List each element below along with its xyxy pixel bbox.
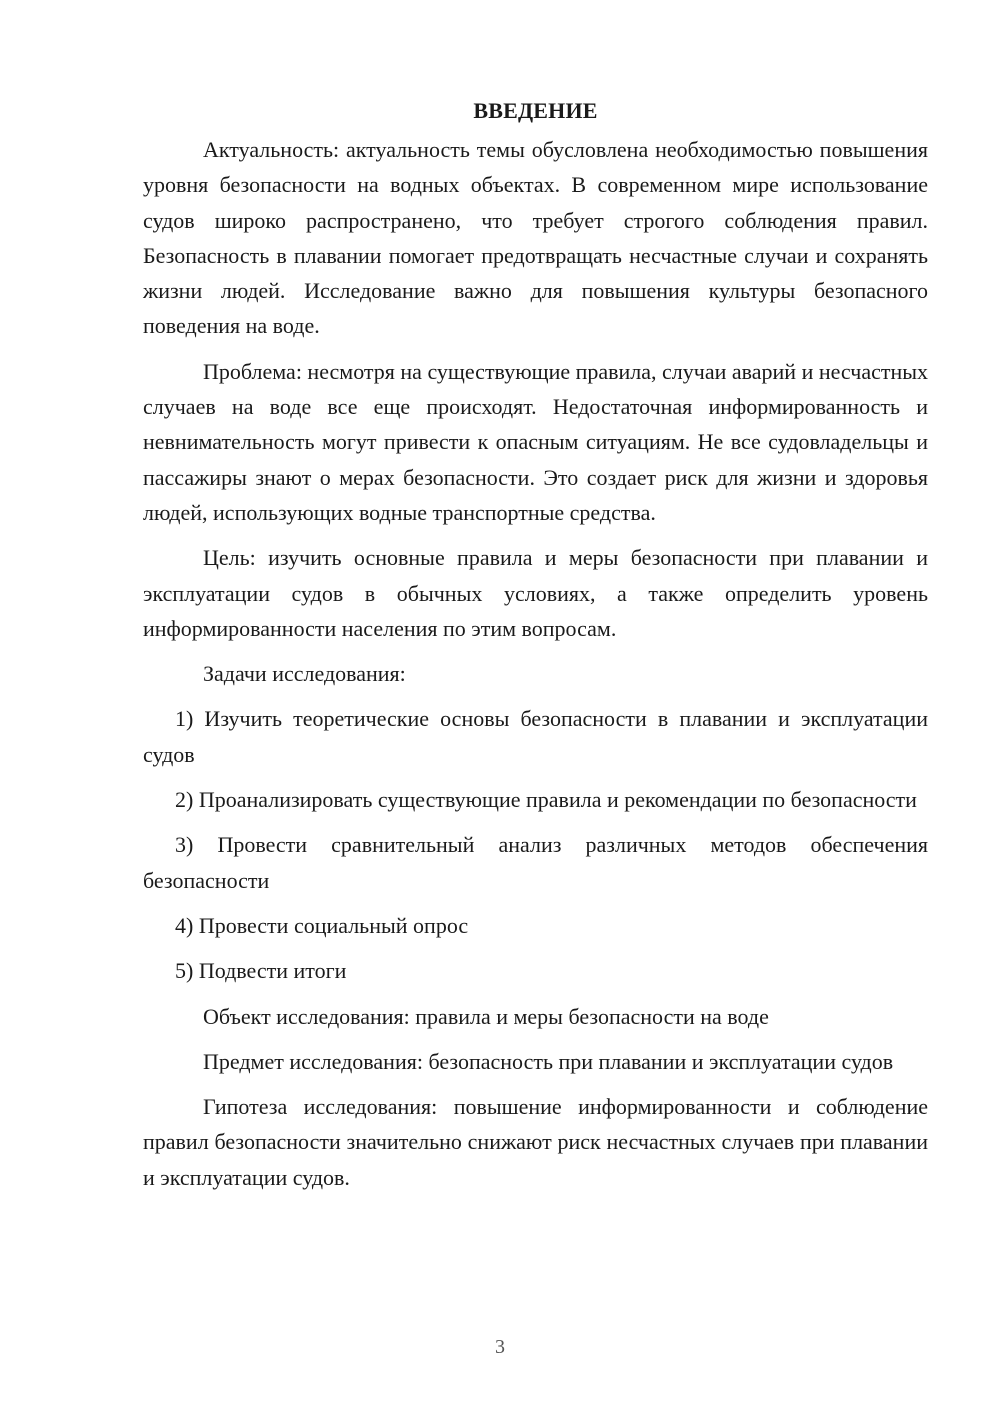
task-item: 5) Подвести итоги bbox=[175, 958, 347, 984]
page-title: ВВЕДЕНИЕ bbox=[473, 98, 598, 123]
paragraph-goal: Цель: изучить основные правила и меры безопасности при плавании и эксплуатации судов в обычных условиях, а также определить уровень информированности населения по этим вопросам. bbox=[143, 545, 928, 641]
paragraph-hypothesis: Гипотеза исследования: повышение информированности и соблюдение правил безопасности значительно снижают риск несчастных случаев при плавании и эксплуатации судов. bbox=[143, 1094, 928, 1190]
paragraph-relevance: Актуальность: актуальность темы обусловлена необходимостью повышения уровня безопасности на водных объектах. В современном мире использование судов широко распространено, что требует строгого соблюдения правил. Безопасность в плавании помогает предотвращать несчастные случаи и сохранять жизни людей. Исследование важно для повышения культуры безопасного поведения на воде. bbox=[143, 137, 928, 339]
paragraph-object: Объект исследования: правила и меры безопасности на воде bbox=[203, 1003, 769, 1029]
paragraph-subject: Предмет исследования: безопасность при плавании и эксплуатации судов bbox=[203, 1048, 894, 1074]
task-item: 4) Провести социальный опрос bbox=[175, 912, 469, 938]
document-page bbox=[143, 96, 928, 1195]
page-number: 3 bbox=[495, 1336, 505, 1358]
paragraph-tasks-heading: Задачи исследования: bbox=[203, 661, 406, 687]
task-item: 1) Изучить теоретические основы безопасности в плавании и эксплуатации судов bbox=[143, 706, 928, 767]
task-item: 3) Провести сравнительный анализ различных методов обеспечения безопасности bbox=[143, 832, 928, 893]
task-item: 2) Проанализировать существующие правила и рекомендации по безопасности bbox=[175, 787, 917, 813]
paragraph-problem: Проблема: несмотря на существующие правила, случаи аварий и несчастных случаев на воде все еще происходят. Недостаточная информированность и невнимательность могут привести к опасным ситуациям. Не все судовладельцы и пассажиры знают о мерах безопасности. Это создает риск для жизни и здоровья людей, использующих водные транспортные средства. bbox=[143, 358, 929, 525]
